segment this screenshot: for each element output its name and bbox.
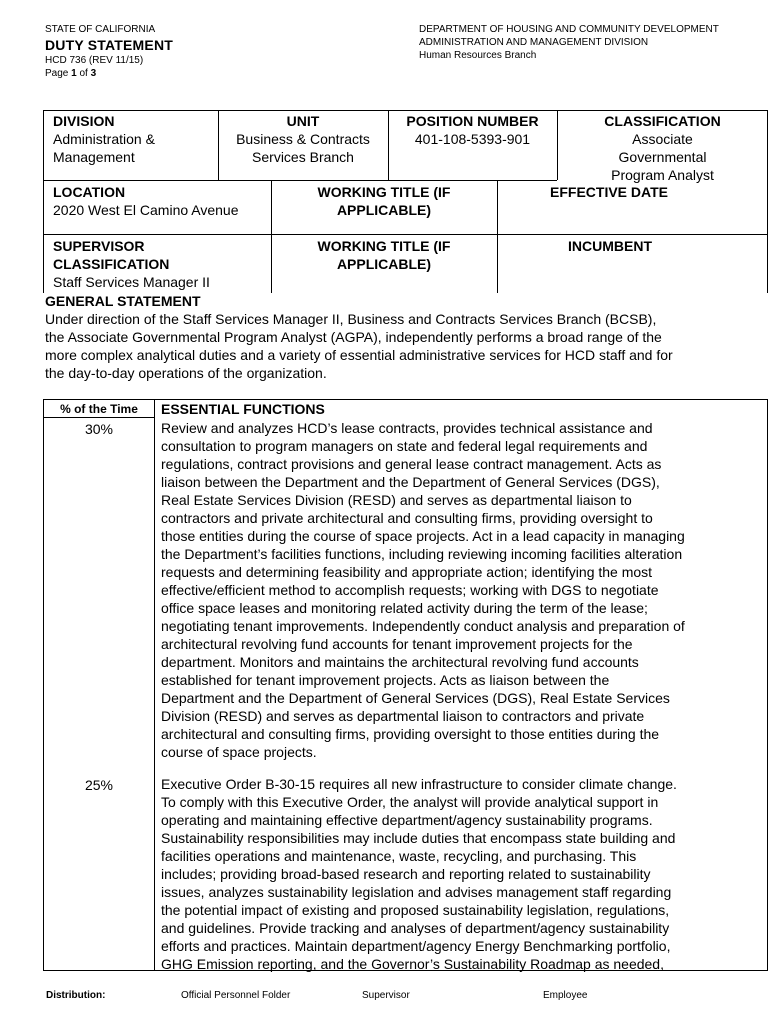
form-number: HCD 736 (REV 11/15) xyxy=(45,55,144,66)
text-line: office space leases and monitoring related activity during the term of the lease; xyxy=(161,600,648,616)
classification-value-line3: Program Analyst xyxy=(611,167,714,183)
divider xyxy=(43,234,768,235)
supervisor-cell xyxy=(53,237,271,291)
position-number-cell xyxy=(388,112,557,148)
effective-date-label: EFFECTIVE DATE xyxy=(550,184,668,200)
general-statement xyxy=(45,292,735,382)
text-line: consultation to program managers on state and federal legal requirements and xyxy=(161,438,648,454)
text-line: issues, analyzes sustainability legislation and advises management staff regarding xyxy=(161,884,672,900)
incumbent-label: INCUMBENT xyxy=(568,238,652,254)
essential-functions-heading: ESSENTIAL FUNCTIONS xyxy=(161,401,325,417)
effective-date-cell xyxy=(497,183,721,201)
text-line: effective/efficient method to accomplish requests; working with DGS to negotiate xyxy=(161,582,659,598)
general-statement-line: more complex analytical duties and a variety of essential administrative services for HCD staff and for xyxy=(45,347,673,363)
divider xyxy=(43,180,557,181)
page-label: Page xyxy=(45,68,72,79)
text-line: GHG Emission reporting, and the Governor’s Sustainability Roadmap as needed, xyxy=(161,956,664,972)
working-title-cell xyxy=(271,183,497,219)
text-line: To comply with this Executive Order, the analyst will provide analytical support in xyxy=(161,794,659,810)
position-number-value: 401-108-5393-901 xyxy=(414,131,531,147)
working-title-label-line1: WORKING TITLE (IF xyxy=(317,184,451,200)
text-line: architectural revolving fund accounts for tenant improvement projects for the xyxy=(161,636,633,652)
department-name: DEPARTMENT OF HOUSING AND COMMUNITY DEVELOPMENT xyxy=(419,24,719,35)
text-line: those entities during the course of space projects. Act in a lead capacity in managing xyxy=(161,528,685,544)
header-left xyxy=(45,23,173,80)
text-line: liaison between the Department and the Department of General Services (DGS), xyxy=(161,474,660,490)
page-of: of xyxy=(76,68,91,79)
location-value: 2020 West El Camino Avenue xyxy=(53,202,239,218)
text-line: Review and analyzes HCD’s lease contracts, provides technical assistance and xyxy=(161,420,653,436)
classification-value-line1: Associate xyxy=(632,131,693,147)
classification-label: CLASSIFICATION xyxy=(604,113,721,129)
page-indicator xyxy=(45,67,173,80)
text-line: Department and the Department of General Services (DGS), Real Estate Services xyxy=(161,690,670,706)
text-line: established for tenant improvement projects. Acts as liaison between the xyxy=(161,672,610,688)
text-line: regulations, contract provisions and general lease contract management. Acts as xyxy=(161,456,662,472)
distribution-label: Distribution: xyxy=(46,990,106,1001)
general-statement-line: the day-to-day operations of the organization. xyxy=(45,365,327,381)
distribution-personnel-folder: Official Personnel Folder xyxy=(181,990,291,1001)
distribution-employee: Employee xyxy=(543,990,588,1001)
text-line: course of space projects. xyxy=(161,744,317,760)
text-line: Sustainability responsibilities may include duties that encompass state building and xyxy=(161,830,676,846)
divider xyxy=(44,417,154,418)
location-cell xyxy=(53,183,271,219)
text-line: the potential impact of existing and proposed sustainability legislation, regulations, xyxy=(161,902,670,918)
text-line: and guidelines. Provide tracking and analyses of department/agency sustainability xyxy=(161,920,670,936)
text-line: Executive Order B-30-15 requires all new infrastructure to consider climate change. xyxy=(161,776,677,792)
division-label: DIVISION xyxy=(53,113,115,129)
position-number-label: POSITION NUMBER xyxy=(406,113,539,129)
working-title-label-line2: APPLICABLE) xyxy=(336,202,432,218)
division-value-line2: Management xyxy=(53,149,135,165)
supervisor-value: Staff Services Manager II xyxy=(53,274,210,290)
supervisor-label-line2: CLASSIFICATION xyxy=(53,256,170,272)
text-line: the Department’s facilities functions, including reviewing incoming facilities alteration xyxy=(161,546,683,562)
branch-name: Human Resources Branch xyxy=(419,50,537,61)
unit-label: UNIT xyxy=(286,113,320,129)
text-line: architectural and consulting firms, providing oversight to those entities during the xyxy=(161,726,660,742)
text-line: department. Monitors and maintains the architectural revolving fund accounts xyxy=(161,654,639,670)
working-title-2-cell xyxy=(271,237,497,273)
general-statement-line: the Associate Governmental Program Analyst (AGPA), independently performs a broad range of the xyxy=(45,329,662,345)
unit-value-line1: Business & Contracts xyxy=(236,131,370,147)
unit-cell xyxy=(218,112,388,166)
text-line: Real Estate Services Division (RESD) and serves as departmental liaison to xyxy=(161,492,632,508)
working-title-2-label-line1: WORKING TITLE (IF xyxy=(317,238,451,254)
general-statement-line: Under direction of the Staff Services Manager II, Business and Contracts Services Branch (BCSB), xyxy=(45,311,657,327)
text-line: operating and maintaining effective department/agency sustainability programs. xyxy=(161,812,653,828)
percent-value: 30% xyxy=(84,421,114,437)
state-label: STATE OF CALIFORNIA xyxy=(45,24,156,35)
unit-value-line2: Services Branch xyxy=(252,149,354,165)
function-description xyxy=(161,775,766,973)
division-value-line1: Administration & xyxy=(53,131,155,147)
text-line: Division (RESD) and serves as departmental liaison to contractors and private xyxy=(161,708,645,724)
essential-functions-table xyxy=(43,399,768,971)
incumbent-cell xyxy=(497,237,723,255)
working-title-2-label-line2: APPLICABLE) xyxy=(336,256,432,272)
text-line: requests and determining feasibility and appropriate action; identifying the most xyxy=(161,564,653,580)
distribution-supervisor: Supervisor xyxy=(362,990,410,1001)
page-current: 1 xyxy=(71,68,77,79)
text-line: facilities operations and maintenance, waste, recycling, and purchasing. This xyxy=(161,848,637,864)
percent-value: 25% xyxy=(84,777,114,793)
text-line: negotiating tenant improvements. Independently conduct analysis and preparation of xyxy=(161,618,685,634)
supervisor-label-line1: SUPERVISOR xyxy=(53,238,145,254)
text-line: includes; providing broad-based research and reporting related to sustainability xyxy=(161,866,651,882)
classification-value-line2: Governmental xyxy=(618,149,707,165)
classification-cell xyxy=(557,112,768,184)
divider xyxy=(154,400,155,970)
header-right xyxy=(419,23,719,62)
text-line: efforts and practices. Maintain department/agency Energy Benchmarking portfolio, xyxy=(161,938,671,954)
text-line: contractors and private architectural and consulting firms, providing oversight to xyxy=(161,510,653,526)
location-label: LOCATION xyxy=(53,184,126,200)
division-cell xyxy=(53,112,218,166)
percent-header: % of the Time xyxy=(60,402,138,416)
document-title: DUTY STATEMENT xyxy=(45,37,174,53)
page-total: 3 xyxy=(90,68,97,79)
function-description xyxy=(161,419,766,761)
division-name: ADMINISTRATION AND MANAGEMENT DIVISION xyxy=(419,37,649,48)
general-statement-heading: GENERAL STATEMENT xyxy=(45,293,201,309)
